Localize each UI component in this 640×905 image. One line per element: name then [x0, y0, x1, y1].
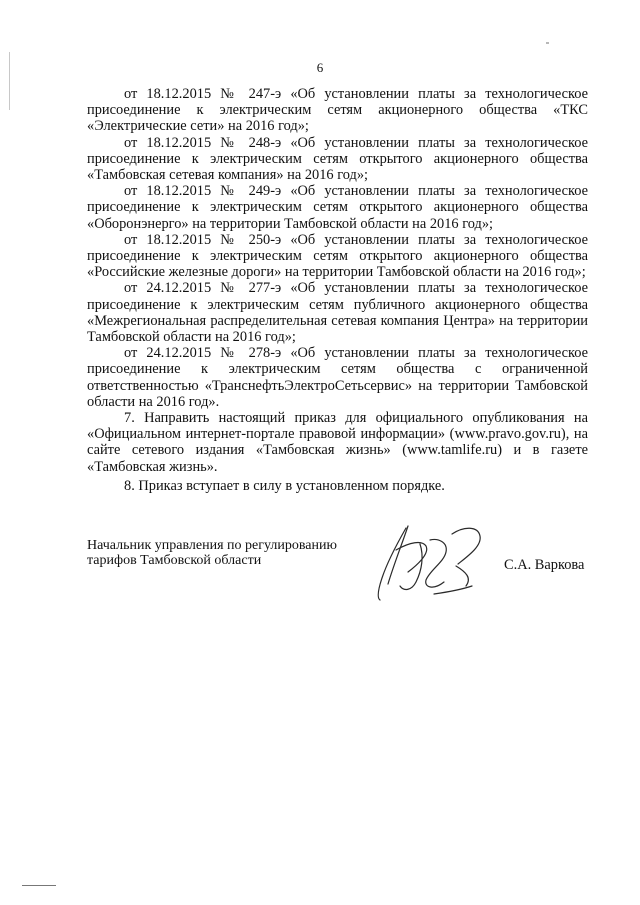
signatory-name: С.А. Варкова — [504, 557, 585, 573]
signatory-position-line2: тарифов Тамбовской области — [87, 553, 262, 568]
paragraph-order-277: от 24.12.2015 № 277-э «Об установлении платы за технологическое присоединение к электрическим сетям публичного акционерного общества «Межрегиональная распределительная сетевая компания Центра» на территории Тамбовской области на 2016 год»; — [87, 280, 588, 346]
paragraph-order-247: от 18.12.2015 № 247-э «Об установлении платы за технологическое присоединение к электрическим сетям акционерного общества «ТКС «Электрические сети» на 2016 год»; — [87, 86, 588, 135]
page-number: 6 — [316, 60, 324, 75]
paragraph-item-7: 7. Направить настоящий приказ для официального опубликования на «Официальном интернет-портале правовой информации» (www.pravo.gov.ru), на сайте сетевого издания «Тамбовская жизнь» (www.tamlife.ru) и в газете «Тамбовская жизнь». — [87, 410, 588, 475]
scan-corner-mark — [546, 42, 549, 44]
paragraph-order-278: от 24.12.2015 № 278-э «Об установлении платы за технологическое присоединение к электрическим сетям общества с ограниченной ответственностью «ТранснефтьЭлектроСетьсервис» на территории Тамбовской области на 2016 год». — [87, 345, 588, 410]
paragraph-item-8: 8. Приказ вступает в силу в установленном порядке. — [124, 477, 445, 494]
paragraph-order-248: от 18.12.2015 № 248-э «Об установлении платы за технологическое присоединение к электрическим сетям открытого акционерного общества «Тамбовская сетевая компания» на 2016 год»; — [87, 134, 588, 184]
handwritten-signature — [368, 520, 490, 604]
footer-rule — [22, 885, 56, 886]
document-body — [87, 86, 588, 494]
signatory-position — [87, 538, 347, 568]
signatory-position-line1: Начальник управления по регулированию — [87, 538, 337, 553]
paragraph-order-250: от 18.12.2015 № 250-э «Об установлении платы за технологическое присоединение к электрическим сетям открытого акционерного общества «Российские железные дороги» на территории Тамбовской области на 2016 год»; — [87, 231, 588, 281]
paragraph-order-249: от 18.12.2015 № 249-э «Об установлении платы за технологическое присоединение к электрическим сетям открытого акционерного общества «Оборонэнерго» на территории Тамбовской области на 2016 год»; — [87, 183, 588, 232]
